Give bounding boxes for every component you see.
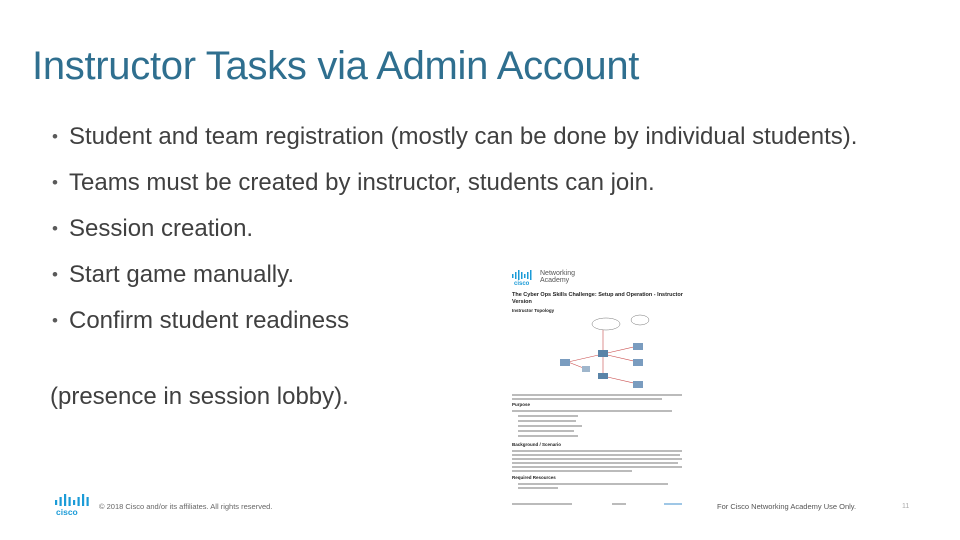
bullet-item: • Teams must be created by instructor, students can join. (52, 166, 882, 199)
text-line (512, 454, 680, 456)
text-line (512, 410, 672, 412)
text-line (512, 450, 682, 452)
text-line (664, 503, 682, 505)
usage-notice: For Cisco Networking Academy Use Only. (717, 502, 857, 511)
networking-academy-logo (512, 268, 582, 288)
text-line (512, 470, 632, 472)
bullet-item: • Session creation. (52, 212, 882, 245)
text-line (512, 394, 682, 396)
thumbnail-doc-title: The Cyber Ops Skills Challenge: Setup and Operation - Instructor Version (512, 292, 683, 305)
text-line (518, 435, 578, 437)
thumbnail-section-topology: Instructor Topology (512, 308, 555, 313)
thumbnail-section-purpose: Purpose (512, 402, 531, 407)
text-line (518, 483, 668, 485)
slide-title: Instructor Tasks via Admin Account (32, 44, 640, 88)
text-line (518, 415, 578, 417)
bullet-item: • Confirm student readiness (52, 304, 882, 337)
text-line (518, 420, 576, 422)
document-thumbnail (508, 262, 686, 520)
thumbnail-section-required: Required Resources (512, 475, 556, 480)
networking-academy-text: Networking Academy (540, 270, 576, 284)
cisco-logo (54, 494, 92, 516)
text-line (512, 462, 678, 464)
text-line (518, 430, 574, 432)
continuation-text: (presence in session lobby). (50, 383, 349, 410)
text-line (512, 503, 572, 505)
copyright-text: © 2018 Cisco and/or its affiliates. All rights reserved. (99, 502, 273, 511)
text-line (518, 425, 582, 427)
page-number: 11 (902, 503, 910, 510)
text-line (512, 458, 682, 460)
cisco-wordmark: cisco (514, 281, 530, 287)
thumbnail-section-background: Background / Scenario (512, 442, 562, 447)
text-line (612, 503, 626, 505)
text-line (518, 487, 558, 489)
network-topology-diagram (538, 314, 668, 392)
text-line (512, 398, 662, 400)
bullet-item: • Student and team registration (mostly can be done by individual students). (52, 120, 882, 153)
bullet-list (52, 120, 882, 350)
cisco-bars-icon (512, 270, 534, 280)
cisco-logo-text: cisco (56, 507, 78, 516)
bullet-item: • Start game manually. (52, 258, 882, 291)
text-line (512, 466, 682, 468)
